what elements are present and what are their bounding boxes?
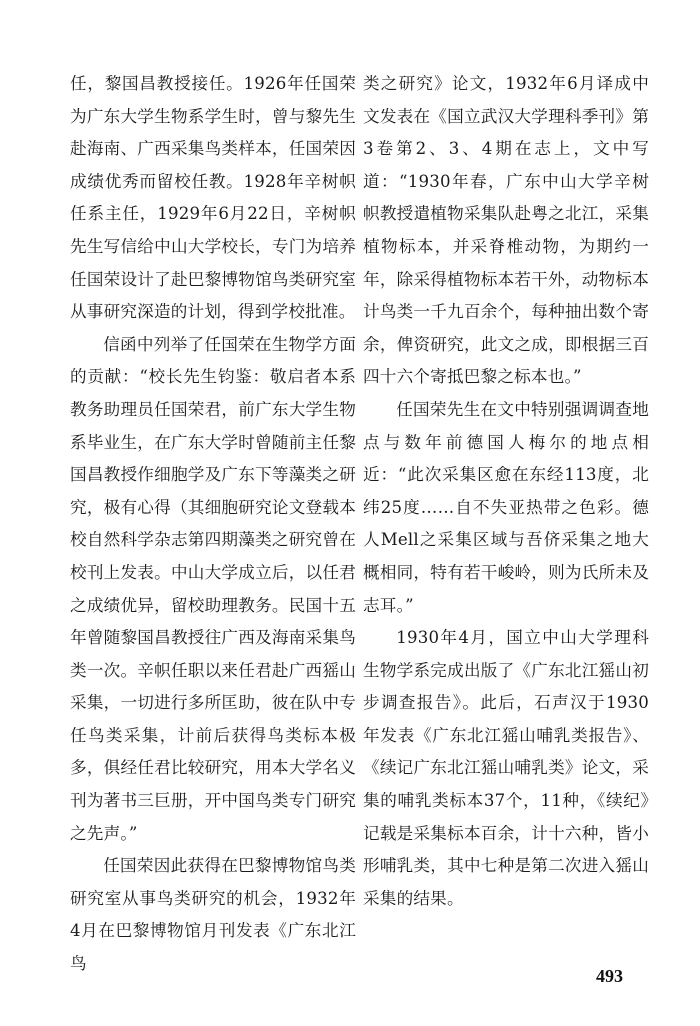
page-number: 493 [596, 966, 623, 986]
paragraph: 任国荣先生在文中特别强调调查地点与数年前德国人梅尔的地点相近：“此次采集区愈在东经113度，北纬25度……自不失亚热带之色彩。德人Mell之采集区域与吾侪采集之地大概相同，特有若干峻岭，则为氏所未及志耳。” [363, 399, 649, 615]
left-text-column [70, 68, 356, 981]
right-text-column [363, 68, 649, 915]
paragraph: 1930年4月，国立中山大学理科生物学系完成出版了《广东北江猺山初步调查报告》。此后，石声汉于1930年发表《广东北江猺山哺乳类报告》、《续记广东北江猺山哺乳类》论文，采集的哺乳类标本37个，11种，《续纪》记载是采集标本百余，计十六种，皆小形哺乳类，其中七种是第二次进入猺山采集的结果。 [363, 628, 649, 908]
paragraph: 任国荣因此获得在巴黎博物馆鸟类研究室从事鸟类研究的机会，1932年4月在巴黎博物馆月刊发表《广东北江鸟 [70, 856, 356, 974]
paragraph: 类之研究》论文，1932年6月译成中文发表在《国立武汉大学理科季刊》第3卷第2、3、4期在志上，文中写道：“1930年春，广东中山大学辛树帜教授遣植物采集队赴粤之北江，采集植物标本，并采脊椎动物，为期约一年，除采得植物标本若干外，动物标本计鸟类一千九百余个，每种抽出数个寄余，俾资研究，此文之成，即根据三百四十六个寄抵巴黎之标本也。” [363, 74, 649, 387]
paragraph: 信函中列举了任国荣在生物学方面的贡献：“校长先生钧鉴：敬启者本系教务助理员任国荣君，前广东大学生物系毕业生，在广东大学时曾随前主任黎国昌教授作细胞学及广东下等藻类之研究，极有心得（其细胞研究论文登载本校自然科学杂志第四期藻类之研究曾在校刊上发表。中山大学成立后，以任君之成绩优异，留校助理教务。民国十五年曾随黎国昌教授往广西及海南采集鸟类一次。辛帜任职以来任君赴广西猺山采集，一切进行多所匡助，彼在队中专任鸟类采集，计前后获得鸟类标本极多，俱经任君比较研究，用本大学名义刊为著书三巨册，开中国鸟类专门研究之先声。” [70, 334, 356, 843]
paragraph: 任，黎国昌教授接任。1926年任国荣为广东大学生物系学生时，曾与黎先生赴海南、广西采集鸟类样本，任国荣因成绩优秀而留校任教。1928年辛树帜任系主任，1929年6月22日，辛树帜先生写信给中山大学校长，专门为培养任国荣设计了赴巴黎博物馆鸟类研究室从事研究深造的计划，得到学校批准。 [70, 74, 356, 322]
